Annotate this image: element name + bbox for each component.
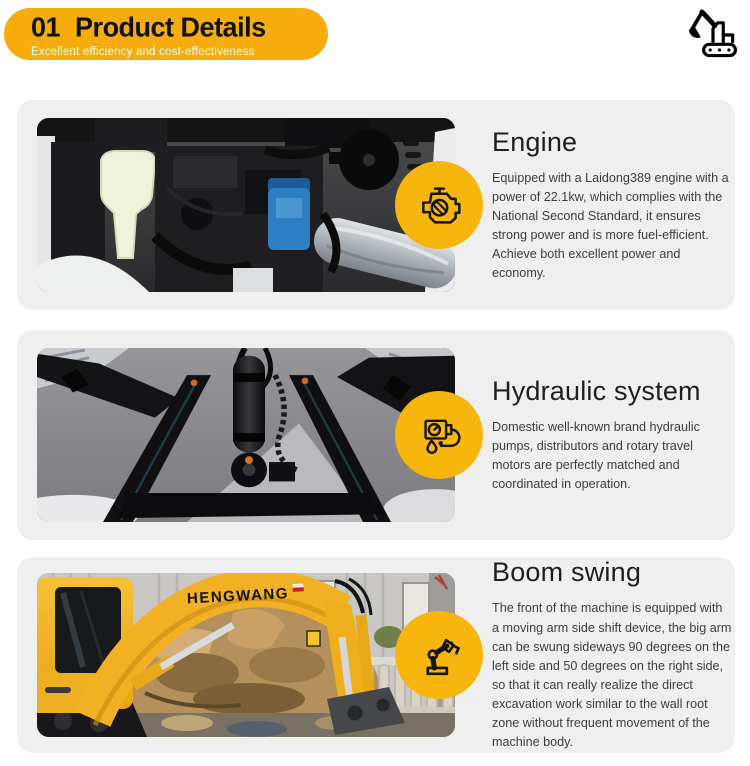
boom-brand-label: HENGWANG <box>186 585 290 608</box>
engine-icon <box>395 161 483 249</box>
robot-arm-icon <box>395 611 483 699</box>
feature-card-hydraulic <box>17 330 735 540</box>
hydraulic-text-column <box>492 330 732 540</box>
boom-title: Boom swing <box>492 557 642 588</box>
hydraulic-title: Hydraulic system <box>492 375 701 406</box>
boom-swing-photo <box>37 573 455 737</box>
page-title: Product Details <box>75 11 266 43</box>
hydraulic-description: Domestic well-known brand hydraulic pumps, distributors and rotary travel motors are perfectly matched and coordinated in operation. <box>492 419 700 492</box>
feature-card-boom <box>17 557 735 753</box>
excavator-icon <box>684 6 742 60</box>
hydraulic-pump-icon <box>395 391 483 479</box>
engine-title: Engine <box>492 126 578 157</box>
engine-compartment-photo <box>37 118 455 292</box>
boom-text-column <box>492 557 732 753</box>
section-number: 01 <box>31 11 61 43</box>
hydraulic-undercarriage-photo <box>37 348 455 522</box>
engine-description: Equipped with a Laidong389 engine with a power of 22.1kw, which complies with the National Second Standard, it ensures strong power and is more fuel-efficient. Achieve both excellent power and economy. <box>492 170 729 281</box>
page-subtitle: Excellent efficiency and cost-effectiveness <box>31 46 255 58</box>
engine-text-column <box>492 100 732 310</box>
header-banner <box>4 8 328 60</box>
feature-card-engine <box>17 100 735 310</box>
header-title-row <box>31 13 328 44</box>
boom-description: The front of the machine is equipped with a moving arm side shift device, the big arm can be swung sideways 90 degrees on the left side and 50 degrees on the right side, so that it can really realize the direct excavation work similar to the wall root zone without frequent movement of the machine body. <box>492 601 732 750</box>
